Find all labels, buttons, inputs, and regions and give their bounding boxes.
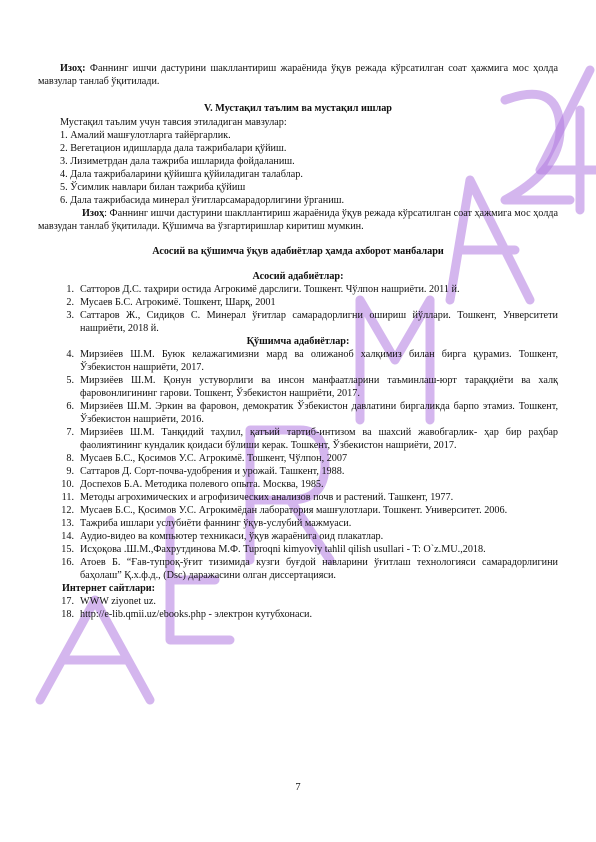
list-item	[38, 504, 558, 517]
item-number: 1.	[66, 284, 74, 295]
list-item: 1. Амалий машғулотларга тайёргарлик.	[60, 130, 231, 141]
item-text: Мусаев Б.С. Агрокимё. Тошкент, Шарқ, 2001	[80, 297, 276, 308]
item-number: 10.	[61, 479, 74, 490]
list-item	[38, 530, 558, 543]
section5-lead: Мустақил таълим учун тавсия этиладиган мавзулар:	[60, 117, 287, 128]
list-item	[38, 608, 558, 621]
item-text: Мирзиёев Ш.М. Қонун устуворлиги ва инсон манфаатларини таъминлаш-юрт тараққиёти ва халқ фаровонлигининг гарови. Тошкент, Ўзбекистон нашриёти, 2017.	[80, 375, 558, 399]
item-number: 3.	[66, 310, 74, 321]
list-item	[38, 400, 558, 426]
item-text: http://e-lib.qmii.uz/ebooks.php - электрон кутубхонаси.	[80, 609, 313, 620]
list-item: 2. Вегетацион идишларда дала тажрибалари қўйиш.	[60, 143, 287, 154]
intro-note-label: Изоҳ:	[60, 63, 86, 74]
list-item: 6. Дала тажрибасида минерал ўғитларсамарадорлигини ўрганиш.	[60, 195, 345, 206]
item-text: Мусаев Б.С., Қосимов У.С. Агрокимё. Тошкент, Чўлпон, 2007	[80, 453, 348, 464]
item-number: 4.	[66, 349, 74, 360]
item-number: 11.	[61, 492, 74, 503]
extra-literature-title: Қўшимча адабиётлар:	[246, 336, 350, 347]
item-number: 17.	[61, 596, 74, 607]
item-text: WWW ziyonet uz.	[80, 596, 156, 607]
item-number: 7.	[66, 427, 74, 438]
item-number: 13.	[61, 518, 74, 529]
item-text: Методы агрохимических и агрофизических анализов почв и растений. Ташкент, 1977.	[80, 492, 454, 503]
list-item	[38, 517, 558, 530]
intro-note	[38, 62, 558, 88]
item-number: 14.	[61, 531, 74, 542]
item-text: Атоев Б. “Ғав-тупроқ-ўғит тизимида кузги буғдой навларини ўғитлаш технологияси самарадорлигини баҳолаш” Қ.х.ф.д., (Dsc) даражасини олган диссертацияси.	[80, 557, 558, 581]
list-item	[38, 543, 558, 556]
item-number: 16.	[61, 557, 74, 568]
section5-title: V. Мустақил таълим ва мустақил ишлар	[204, 103, 392, 114]
item-text: Исҳоқова .Ш.М.,Фахрутдинова М.Ф. Tuproqni kimyoviy tahlil qilish usullari - T: O`z.MU.,2018.	[80, 544, 486, 555]
item-number: 9.	[66, 466, 74, 477]
item-number: 6.	[66, 401, 74, 412]
list-item	[38, 309, 558, 335]
item-text: Тажриба ишлари услубиёти фаннинг ўқув-услубий мажмуаси.	[80, 518, 352, 529]
item-text: Мусаев Б.С., Қосимов У.С. Агрокимёдан лаборатория машғулотлари. Тошкент. Университет. 2006.	[80, 505, 508, 516]
list-item	[38, 348, 558, 374]
section5-note	[38, 207, 558, 233]
item-text: Аудио-видео ва компьютер техникаси, ўқув жараёнига оид плакатлар.	[80, 531, 384, 542]
list-item: 3. Лизиметрдан дала тажриба ишларида фойдаланиш.	[60, 156, 295, 167]
list-item	[38, 296, 558, 309]
list-item	[38, 374, 558, 400]
item-text: Саттаров Ж., Сидиқов С. Минерал ўғитлар самарадорлигни ошириш йўллари. Тошкент, Унверситети нашриёти, 2018 й.	[80, 310, 558, 334]
item-text: Мирзиёев Ш.М. Танқидий таҳлил, қатъий тартиб-интизом ва шахсий жавобгарлик- ҳар бир раҳбар фаолиятининг кундалик қоидаси бўлиши керак. Тошкент, Ўзбекистон нашриёти, 2017.	[80, 427, 558, 451]
section5-note-text: : Фаннинг ишчи дастурини шакллантириш жараёнида ўқув режада кўрсатилган соат ҳажмига мос ҳолда мавзудан танлаб ўқитилади. Қўшимча ва ўзгартиришлар киритиш мумкин.	[38, 208, 558, 232]
item-number: 12.	[61, 505, 74, 516]
item-text: Саттаров Д. Сорт-почва-удобрения и урожай. Ташкент, 1988.	[80, 466, 345, 477]
list-item	[38, 452, 558, 465]
intro-note-text: Фаннинг ишчи дастурини шакллантириш жараёнида ўқув режада кўрсатилган соат ҳажмига мос ҳолда мавзулар танлаб ўқитилади.	[38, 63, 558, 87]
list-item	[38, 556, 558, 582]
list-item	[38, 465, 558, 478]
main-literature-title: Асосий адабиётлар:	[252, 271, 344, 282]
list-item	[38, 283, 558, 296]
item-text: Сатторов Д.С. таҳрири остида Агрокимё дарслиги. Тошкент. Чўлпон нашриёти. 2011 й.	[80, 284, 460, 295]
item-text: Мирзиёев Ш.М. Эркин ва фаровон, демократик Ўзбекистон давлатини биргаликда барпо этамиз. Тошкент, Ўзбекистон нашриёти, 2016.	[80, 401, 558, 425]
list-item: 5. Ўсимлик навлари билан тажриба қўйиш	[60, 182, 246, 193]
list-item	[38, 595, 558, 608]
internet-title: Интернет сайтлари:	[62, 583, 156, 594]
section5-note-label: Изоҳ	[82, 208, 105, 219]
topics-list	[38, 129, 558, 207]
literature-title: Асосий ва қўшимча ўқув адабиётлар ҳамда ахборот манбалари	[152, 246, 444, 257]
page-number: 7	[295, 782, 301, 793]
list-item	[38, 491, 558, 504]
main-literature-list	[38, 283, 558, 335]
item-number: 2.	[66, 297, 74, 308]
internet-list	[38, 595, 558, 621]
extra-literature-list	[38, 348, 558, 582]
item-number: 5.	[66, 375, 74, 386]
list-item	[38, 478, 558, 491]
item-number: 8.	[66, 453, 74, 464]
item-text: Доспехов Б.А. Методика полевого опыта. Москва, 1985.	[80, 479, 324, 490]
item-text: Мирзиёев Ш.М. Буюк келажагимизни мард ва олижаноб халқимиз билан бирга қурамиз. Тошкент, Ўзбекистон нашриёти, 2017.	[80, 349, 558, 373]
list-item	[38, 426, 558, 452]
item-number: 18.	[61, 609, 74, 620]
list-item: 4. Дала тажрибаларини қўйишга қўйиладиган талаблар.	[60, 169, 303, 180]
document-page	[38, 62, 558, 621]
item-number: 15.	[61, 544, 74, 555]
